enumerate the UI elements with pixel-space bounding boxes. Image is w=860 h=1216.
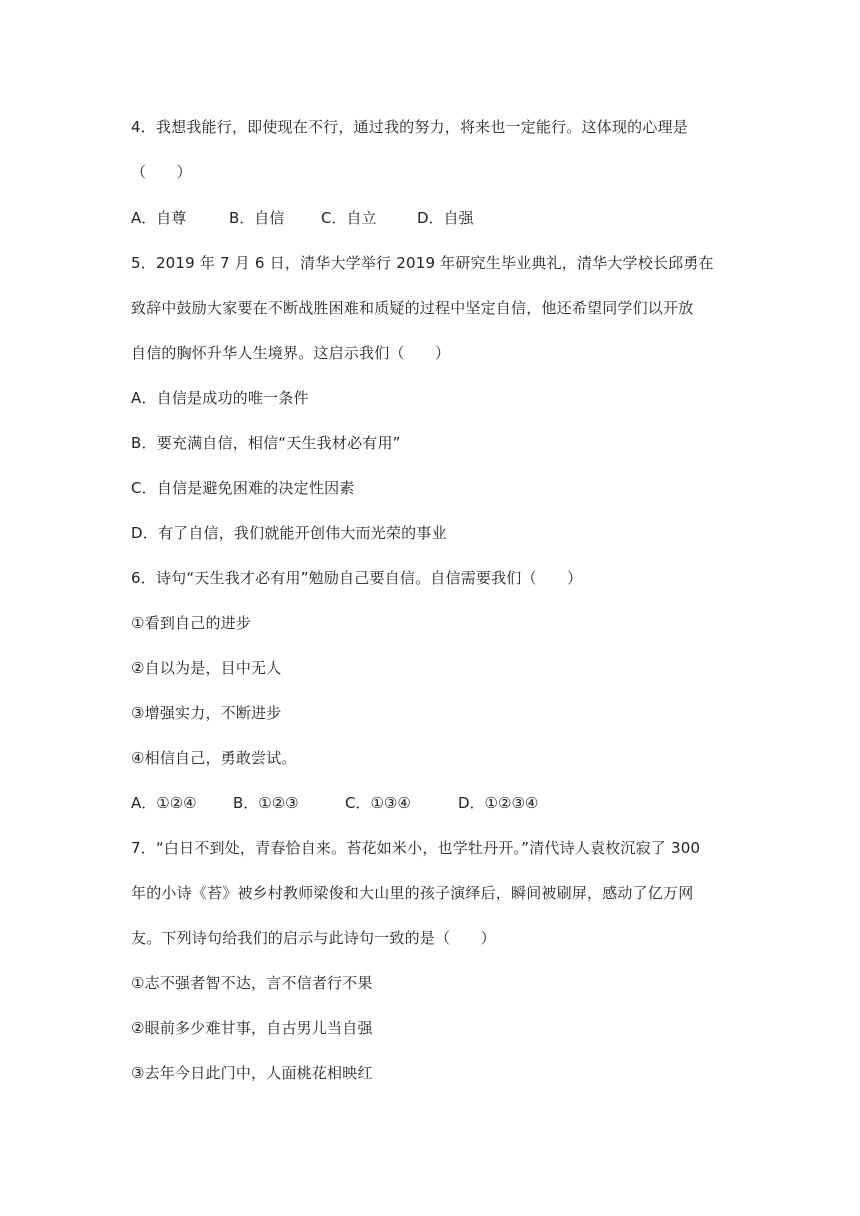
q6-item-4: ④相信自己，勇敢尝试。 bbox=[131, 749, 297, 767]
q6-options bbox=[131, 793, 538, 813]
q6-stem-line-1: 6．诗句“天生我才必有用”勉励自己要自信。自信需要我们（ ） bbox=[131, 569, 583, 587]
q5-option-c: C．自信是避免困难的决定性因素 bbox=[131, 479, 355, 497]
q6-option-a: A．①②④ bbox=[131, 794, 197, 812]
q4-option-d: D．自强 bbox=[417, 209, 474, 227]
q6-item-1: ①看到自己的进步 bbox=[131, 614, 252, 632]
q6-item-2: ②自以为是，目中无人 bbox=[131, 659, 282, 677]
q6-option-d: D．①②③④ bbox=[458, 794, 539, 812]
q4-options bbox=[131, 208, 474, 228]
q4-option-b: B．自信 bbox=[229, 209, 285, 227]
q4-stem-line-1: 4．我想我能行，即使现在不行，通过我的努力，将来也一定能行。这体现的心理是 bbox=[131, 118, 688, 136]
q6-option-b: B．①②③ bbox=[233, 794, 299, 812]
q4-answer-blank: （ ） bbox=[131, 163, 192, 181]
q5-stem-line-1: 5．2019 年 7 月 6 日，清华大学举行 2019 年研究生毕业典礼，清华大学校长邱勇在 bbox=[131, 254, 714, 272]
q7-stem-line-3: 友。下列诗句给我们的启示与此诗句一致的是（ ） bbox=[131, 929, 496, 947]
q7-stem-line-2: 年的小诗《苔》被乡村教师梁俊和大山里的孩子演绎后，瞬间被刷屏，感动了亿万网 bbox=[131, 884, 694, 902]
q7-item-2: ②眼前多少难甘事，自古男儿当自强 bbox=[131, 1019, 373, 1037]
q5-option-a: A．自信是成功的唯一条件 bbox=[131, 389, 309, 407]
q7-stem-line-1: 7．“白日不到处，青春恰自来。苔花如米小，也学牡丹开。”清代诗人袁枚沉寂了 300 bbox=[131, 839, 701, 857]
q4-option-c: C．自立 bbox=[321, 209, 377, 227]
q5-stem-line-3: 自信的胸怀升华人生境界。这启示我们（ ） bbox=[131, 344, 451, 362]
q5-option-d: D．有了自信，我们就能开创伟大而光荣的事业 bbox=[131, 524, 447, 542]
q7-item-1: ①志不强者智不达，言不信者行不果 bbox=[131, 974, 373, 992]
q4-option-a: A．自尊 bbox=[131, 209, 187, 227]
q7-item-3: ③去年今日此门中，人面桃花相映红 bbox=[131, 1064, 373, 1082]
q5-option-b: B．要充满自信，相信“天生我材必有用” bbox=[131, 434, 401, 452]
q6-item-3: ③增强实力，不断进步 bbox=[131, 704, 282, 722]
q6-option-c: C．①③④ bbox=[345, 794, 411, 812]
q5-stem-line-2: 致辞中鼓励大家要在不断战胜困难和质疑的过程中坚定自信，他还希望同学们以开放 bbox=[131, 299, 694, 317]
